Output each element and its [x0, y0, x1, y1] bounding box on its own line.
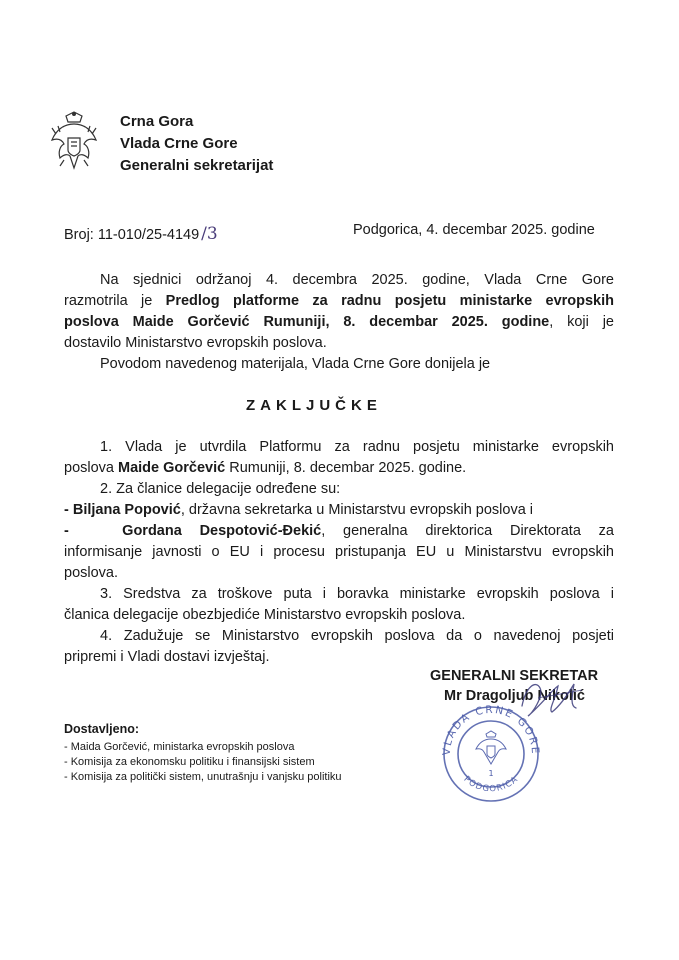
intro-line [64, 291, 614, 312]
conclusion-1: 1. Vlada je utvrdila Platformu za radnu posjetu ministarke evropskih [100, 439, 614, 455]
conclusion-1-cont [64, 458, 614, 479]
stamp-number: 1 [488, 769, 494, 778]
member-name: - Biljana Popović [64, 502, 181, 518]
conclusion-text: poslova [64, 460, 119, 476]
stamp-text: VLADA CRNE GORE [440, 703, 542, 756]
conclusions-heading: ZAKLJUČKE [246, 397, 382, 414]
issuer-header [120, 111, 273, 177]
list-item: - Maida Gorčević, ministarka evropskih poslova [64, 741, 295, 753]
signatory-title: GENERALNI SEKRETAR [430, 668, 599, 684]
list-item: - Komisija za politički sistem, unutrašnju i vanjsku politiku [64, 771, 342, 783]
member-name: Gordana Despotović-Đekić [122, 523, 322, 539]
intro-paragraph [64, 270, 614, 375]
distribution-list [64, 722, 342, 785]
conclusion-4-cont: pripremi i Vladi dostavi izvještaj. [64, 649, 270, 665]
country-name: Crna Gora [120, 113, 194, 130]
intro-line: Povodom navedenog materijala, Vlada Crne Gore donijela je [100, 356, 491, 372]
intro-text: razmotrila je [64, 293, 166, 309]
signatory-name: Mr Dragoljub Nikolić [444, 688, 585, 704]
stamp-city: PODGORICA [461, 774, 521, 795]
conclusions-list [64, 437, 614, 668]
reference-number [64, 224, 218, 244]
conclusion-2: 2. Za članice delegacije određene su: [100, 481, 341, 497]
intro-line: dostavilo Ministarstvo evropskih poslova. [64, 335, 327, 351]
intro-line [64, 312, 614, 333]
secretariat-name: Generalni sekretarijat [120, 157, 274, 174]
handwritten-signature [452, 676, 592, 726]
delegation-member-1 [64, 500, 614, 521]
intro-line: Na sjednici održanoj 4. decembra 2025. godine, Vlada Crne Gore [100, 272, 614, 288]
proposal-title: Predlog platforme za radnu posjetu ministarke evropskih [165, 293, 615, 309]
conclusion-4: 4. Zadužuje se Ministarstvo evropskih poslova da o navedenoj posjeti [100, 628, 614, 644]
member-dash: - [64, 523, 69, 539]
stamp-emblem-icon [476, 731, 506, 764]
place-date: Podgorica, 4. decembar 2025. godine [353, 222, 595, 238]
list-item: - Komisija za ekonomsku politiku i finansijski sistem [64, 756, 315, 768]
conclusion-3-cont: članica delegacije obezbjediće Ministarstvo evropskih poslova. [64, 607, 466, 623]
member-role: , državna sekretarka u Ministarstvu evropskih poslova i [180, 502, 534, 518]
delegation-member-2-cont: informisanje javnosti o EU i procesu pristupanja EU u Ministarstvu evropskih [64, 544, 614, 560]
intro-text: , koji je [549, 314, 614, 330]
government-name: Vlada Crne Gore [120, 135, 238, 152]
handwritten-mark: /3 [201, 224, 218, 244]
delegation-member-2 [64, 521, 614, 542]
reference-number-text: Broj: 11-010/25-4149 [64, 227, 200, 243]
delegation-member-2-cont: poslova. [64, 565, 119, 581]
conclusion-text: Rumuniji, 8. decembar 2025. godine. [225, 460, 467, 476]
minister-name: Maide Gorčević [118, 460, 226, 476]
conclusion-3: 3. Sredstva za troškove puta i boravka ministarke evropskih poslova i [100, 586, 614, 602]
proposal-title: poslova Maide Gorčević Rumuniji, 8. decembar 2025. godine [64, 314, 550, 330]
coat-of-arms-icon [48, 110, 100, 172]
member-role: , generalna direktorica Direktorata za [321, 523, 614, 539]
distribution-heading: Dostavljeno: [64, 722, 140, 736]
